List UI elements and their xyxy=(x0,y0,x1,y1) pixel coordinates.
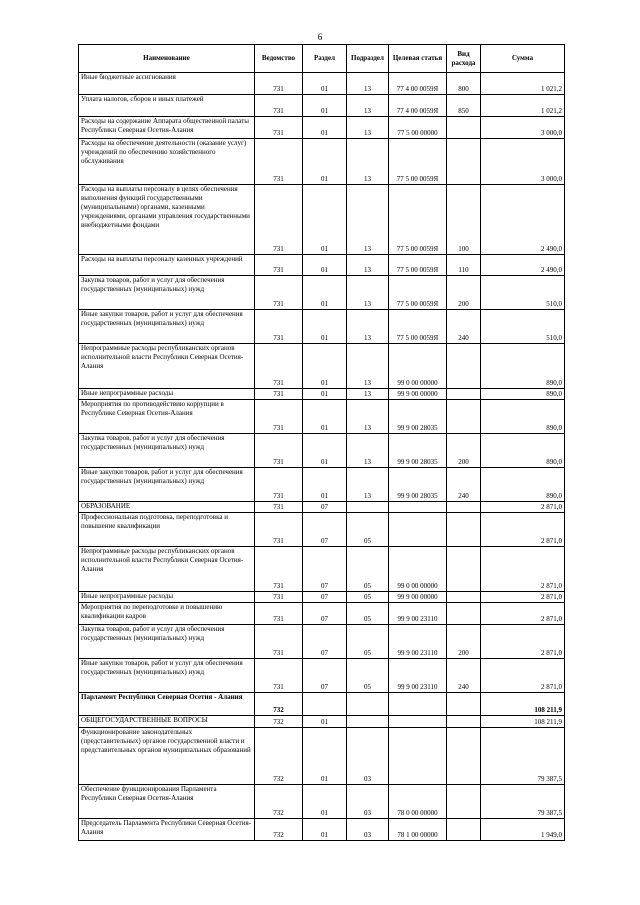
row-sum: 2 871,0 xyxy=(481,625,565,659)
row-target: 77 4 00 0059Я xyxy=(389,95,447,117)
row-dept: 731 xyxy=(255,400,303,434)
row-section: 01 xyxy=(303,785,347,819)
row-sum: 3 000,0 xyxy=(481,117,565,139)
row-sum: 2 871,0 xyxy=(481,547,565,592)
row-dept: 731 xyxy=(255,547,303,592)
row-subsection: 05 xyxy=(347,603,389,625)
row-dept: 732 xyxy=(255,728,303,785)
row-subsection: 05 xyxy=(347,547,389,592)
row-target: 77 5 00 00000 xyxy=(389,117,447,139)
row-expense-type xyxy=(447,389,481,400)
row-dept: 731 xyxy=(255,468,303,502)
table-row xyxy=(79,468,565,502)
row-section: 01 xyxy=(303,728,347,785)
row-target: 99 9 00 28035 xyxy=(389,434,447,468)
row-name: Непрограммные расходы республиканских органов исполнительной власти Республики Северная Осетия-Алания xyxy=(79,344,255,389)
row-section: 01 xyxy=(303,276,347,310)
row-expense-type xyxy=(447,513,481,547)
row-expense-type: 200 xyxy=(447,625,481,659)
row-section: 01 xyxy=(303,73,347,95)
row-target: 99 9 00 28035 xyxy=(389,400,447,434)
row-name: Расходы на выплаты персоналу в целях обеспечения выполнения функций государственными (муниципальными) органами, казенными учреждениями, органами управления государственными внебюджетными фондами xyxy=(79,185,255,255)
table-row xyxy=(79,310,565,344)
row-dept: 731 xyxy=(255,344,303,389)
row-subsection: 13 xyxy=(347,73,389,95)
row-subsection xyxy=(347,502,389,513)
row-name: Закупка товаров, работ и услуг для обеспечения государственных (муниципальных) нужд xyxy=(79,434,255,468)
row-sum: 890,0 xyxy=(481,468,565,502)
row-expense-type xyxy=(447,117,481,139)
row-subsection: 13 xyxy=(347,468,389,502)
row-name: Закупка товаров, работ и услуг для обеспечения государственных (муниципальных) нужд xyxy=(79,276,255,310)
row-sum: 2 871,0 xyxy=(481,513,565,547)
row-sum: 108 211,9 xyxy=(481,693,565,716)
row-name: Функционирование законодательных (представительных) органов государственной власти и представительных органов муниципальных образований xyxy=(79,728,255,785)
row-name: Иные закупки товаров, работ и услуг для обеспечения государственных (муниципальных) нужд xyxy=(79,659,255,693)
table-row xyxy=(79,400,565,434)
row-target xyxy=(389,728,447,785)
row-subsection xyxy=(347,716,389,728)
header-section: Раздел xyxy=(303,45,347,73)
row-dept: 731 xyxy=(255,255,303,276)
row-target: 78 0 00 00000 xyxy=(389,785,447,819)
row-expense-type xyxy=(447,728,481,785)
row-section: 01 xyxy=(303,716,347,728)
row-subsection: 13 xyxy=(347,117,389,139)
row-dept: 731 xyxy=(255,513,303,547)
row-expense-type: 850 xyxy=(447,95,481,117)
row-subsection: 05 xyxy=(347,513,389,547)
row-name: Иные бюджетные ассигнования xyxy=(79,73,255,95)
row-sum: 890,0 xyxy=(481,434,565,468)
row-expense-type xyxy=(447,603,481,625)
row-dept: 731 xyxy=(255,603,303,625)
row-section: 01 xyxy=(303,310,347,344)
table-row xyxy=(79,389,565,400)
row-dept: 731 xyxy=(255,73,303,95)
row-sum: 2 490,0 xyxy=(481,255,565,276)
row-name: Иные закупки товаров, работ и услуг для обеспечения государственных (муниципальных) нужд xyxy=(79,468,255,502)
row-dept: 732 xyxy=(255,785,303,819)
row-name: Иные непрограммные расходы xyxy=(79,592,255,603)
row-sum: 510,0 xyxy=(481,310,565,344)
row-section xyxy=(303,693,347,716)
row-dept: 731 xyxy=(255,434,303,468)
row-subsection: 05 xyxy=(347,659,389,693)
table-row xyxy=(79,592,565,603)
row-section: 01 xyxy=(303,344,347,389)
row-name: Расходы на обеспечение деятельности (оказание услуг) учреждений по обеспечению хозяйственного обслуживания xyxy=(79,139,255,185)
row-dept: 731 xyxy=(255,659,303,693)
header-sum: Сумма xyxy=(481,45,565,73)
row-target: 99 9 00 23110 xyxy=(389,603,447,625)
row-target: 99 9 00 00000 xyxy=(389,389,447,400)
row-sum: 79 387,5 xyxy=(481,728,565,785)
table-row xyxy=(79,625,565,659)
header-name: Наименование xyxy=(79,45,255,73)
row-name: Уплата налогов, сборов и иных платежей xyxy=(79,95,255,117)
row-sum: 1 021,2 xyxy=(481,95,565,117)
row-subsection: 13 xyxy=(347,139,389,185)
row-section: 07 xyxy=(303,592,347,603)
row-expense-type xyxy=(447,592,481,603)
row-target: 77 5 00 0059Я xyxy=(389,139,447,185)
table-row xyxy=(79,659,565,693)
row-dept: 731 xyxy=(255,502,303,513)
row-dept: 731 xyxy=(255,625,303,659)
row-target: 99 9 00 23110 xyxy=(389,625,447,659)
table-row xyxy=(79,547,565,592)
table-row xyxy=(79,434,565,468)
table-row xyxy=(79,255,565,276)
row-sum: 2 871,0 xyxy=(481,502,565,513)
row-subsection: 05 xyxy=(347,592,389,603)
row-name: Мероприятия по переподготовке и повышению квалификации кадров xyxy=(79,603,255,625)
row-target: 77 5 00 0059Я xyxy=(389,185,447,255)
table-row xyxy=(79,344,565,389)
row-subsection: 13 xyxy=(347,276,389,310)
row-name: ОБРАЗОВАНИЕ xyxy=(79,502,255,513)
row-name: Иные закупки товаров, работ и услуг для обеспечения государственных (муниципальных) нужд xyxy=(79,310,255,344)
row-target xyxy=(389,513,447,547)
row-subsection: 13 xyxy=(347,310,389,344)
row-expense-type xyxy=(447,502,481,513)
row-sum: 510,0 xyxy=(481,276,565,310)
row-sum: 3 000,0 xyxy=(481,139,565,185)
row-expense-type: 240 xyxy=(447,659,481,693)
row-section: 07 xyxy=(303,659,347,693)
row-target: 99 0 00 00000 xyxy=(389,344,447,389)
row-name: Профессиональная подготовка, переподготовка и повышение квалификации xyxy=(79,513,255,547)
row-section: 01 xyxy=(303,819,347,841)
row-name: Парламент Республики Северная Осетия - Алания xyxy=(79,693,255,716)
table-header-row xyxy=(79,45,565,73)
row-target: 99 9 00 00000 xyxy=(389,592,447,603)
row-subsection: 13 xyxy=(347,389,389,400)
row-sum: 108 211,9 xyxy=(481,716,565,728)
row-sum: 890,0 xyxy=(481,389,565,400)
row-target: 99 9 00 28035 xyxy=(389,468,447,502)
row-expense-type: 240 xyxy=(447,310,481,344)
table-row xyxy=(79,139,565,185)
table-row xyxy=(79,785,565,819)
row-subsection: 03 xyxy=(347,785,389,819)
row-expense-type: 100 xyxy=(447,185,481,255)
row-target: 77 5 00 0059Я xyxy=(389,255,447,276)
header-dept: Ведомство xyxy=(255,45,303,73)
row-subsection: 13 xyxy=(347,255,389,276)
row-name: Иные непрограммные расходы xyxy=(79,389,255,400)
table-row xyxy=(79,603,565,625)
row-dept: 731 xyxy=(255,276,303,310)
row-target xyxy=(389,716,447,728)
row-section: 07 xyxy=(303,625,347,659)
row-subsection: 03 xyxy=(347,728,389,785)
row-dept: 732 xyxy=(255,819,303,841)
row-section: 01 xyxy=(303,400,347,434)
row-target xyxy=(389,693,447,716)
row-name: Закупка товаров, работ и услуг для обеспечения государственных (муниципальных) нужд xyxy=(79,625,255,659)
row-section: 01 xyxy=(303,95,347,117)
row-subsection: 13 xyxy=(347,434,389,468)
row-dept: 731 xyxy=(255,139,303,185)
table-row xyxy=(79,693,565,716)
row-section: 01 xyxy=(303,255,347,276)
row-dept: 732 xyxy=(255,693,303,716)
row-name: Непрограммные расходы республиканских органов исполнительной власти Республики Северная Осетия-Алания xyxy=(79,547,255,592)
row-subsection: 13 xyxy=(347,185,389,255)
row-section: 07 xyxy=(303,502,347,513)
row-dept: 731 xyxy=(255,185,303,255)
header-target: Целевая статья xyxy=(389,45,447,73)
row-sum: 890,0 xyxy=(481,344,565,389)
row-dept: 732 xyxy=(255,716,303,728)
budget-table xyxy=(78,44,565,841)
row-target: 99 9 00 23110 xyxy=(389,659,447,693)
row-name: Мероприятия по противодействию коррупции в Республике Северная Осетия-Алания xyxy=(79,400,255,434)
row-subsection: 13 xyxy=(347,400,389,434)
row-dept: 731 xyxy=(255,117,303,139)
row-name: Обеспечение функционирования Парламента Республики Северная Осетия-Алания xyxy=(79,785,255,819)
row-section: 01 xyxy=(303,434,347,468)
row-expense-type: 240 xyxy=(447,468,481,502)
row-target: 99 0 00 00000 xyxy=(389,547,447,592)
row-section: 01 xyxy=(303,185,347,255)
row-target xyxy=(389,502,447,513)
row-sum: 2 871,0 xyxy=(481,592,565,603)
row-section: 01 xyxy=(303,139,347,185)
table-body xyxy=(79,73,565,841)
row-section: 07 xyxy=(303,513,347,547)
row-section: 01 xyxy=(303,389,347,400)
row-sum: 1 949,0 xyxy=(481,819,565,841)
row-dept: 731 xyxy=(255,310,303,344)
row-target: 77 5 00 0059Я xyxy=(389,276,447,310)
table-row xyxy=(79,276,565,310)
row-name: Председатель Парламента Республики Северная Осетия-Алания xyxy=(79,819,255,841)
row-section: 01 xyxy=(303,117,347,139)
row-subsection: 13 xyxy=(347,95,389,117)
row-subsection: 03 xyxy=(347,819,389,841)
row-sum: 1 021,2 xyxy=(481,73,565,95)
row-expense-type xyxy=(447,693,481,716)
row-expense-type: 800 xyxy=(447,73,481,95)
row-expense-type xyxy=(447,716,481,728)
row-name: ОБЩЕГОСУДАРСТВЕННЫЕ ВОПРОСЫ xyxy=(79,716,255,728)
row-target: 77 4 00 0059Я xyxy=(389,73,447,95)
page-number: 6 xyxy=(317,32,323,42)
table-row xyxy=(79,185,565,255)
row-expense-type: 110 xyxy=(447,255,481,276)
row-expense-type xyxy=(447,139,481,185)
row-sum: 2 490,0 xyxy=(481,185,565,255)
table-row xyxy=(79,73,565,95)
row-target: 77 5 00 0059Я xyxy=(389,310,447,344)
table-row xyxy=(79,728,565,785)
row-expense-type xyxy=(447,547,481,592)
row-section: 07 xyxy=(303,603,347,625)
row-dept: 731 xyxy=(255,389,303,400)
row-expense-type xyxy=(447,785,481,819)
row-expense-type: 200 xyxy=(447,276,481,310)
table-row xyxy=(79,716,565,728)
row-section: 07 xyxy=(303,547,347,592)
table-row xyxy=(79,95,565,117)
row-expense-type xyxy=(447,344,481,389)
row-subsection: 13 xyxy=(347,344,389,389)
row-subsection xyxy=(347,693,389,716)
row-dept: 731 xyxy=(255,95,303,117)
row-name: Расходы на выплаты персоналу казенных учреждений xyxy=(79,255,255,276)
row-expense-type xyxy=(447,819,481,841)
row-subsection: 05 xyxy=(347,625,389,659)
table-row xyxy=(79,502,565,513)
header-subsection: Подраздел xyxy=(347,45,389,73)
row-expense-type xyxy=(447,400,481,434)
table-row xyxy=(79,513,565,547)
row-sum: 2 871,0 xyxy=(481,603,565,625)
row-sum: 890,0 xyxy=(481,400,565,434)
row-section: 01 xyxy=(303,468,347,502)
row-expense-type: 200 xyxy=(447,434,481,468)
row-sum: 79 387,5 xyxy=(481,785,565,819)
row-sum: 2 871,0 xyxy=(481,659,565,693)
row-target: 78 1 00 00000 xyxy=(389,819,447,841)
table-row xyxy=(79,819,565,841)
row-dept: 731 xyxy=(255,592,303,603)
row-name: Расходы на содержание Аппарата общественной палаты Республики Северная Осетия-Алания xyxy=(79,117,255,139)
header-expense-type: Вид расхода xyxy=(447,45,481,73)
table-row xyxy=(79,117,565,139)
